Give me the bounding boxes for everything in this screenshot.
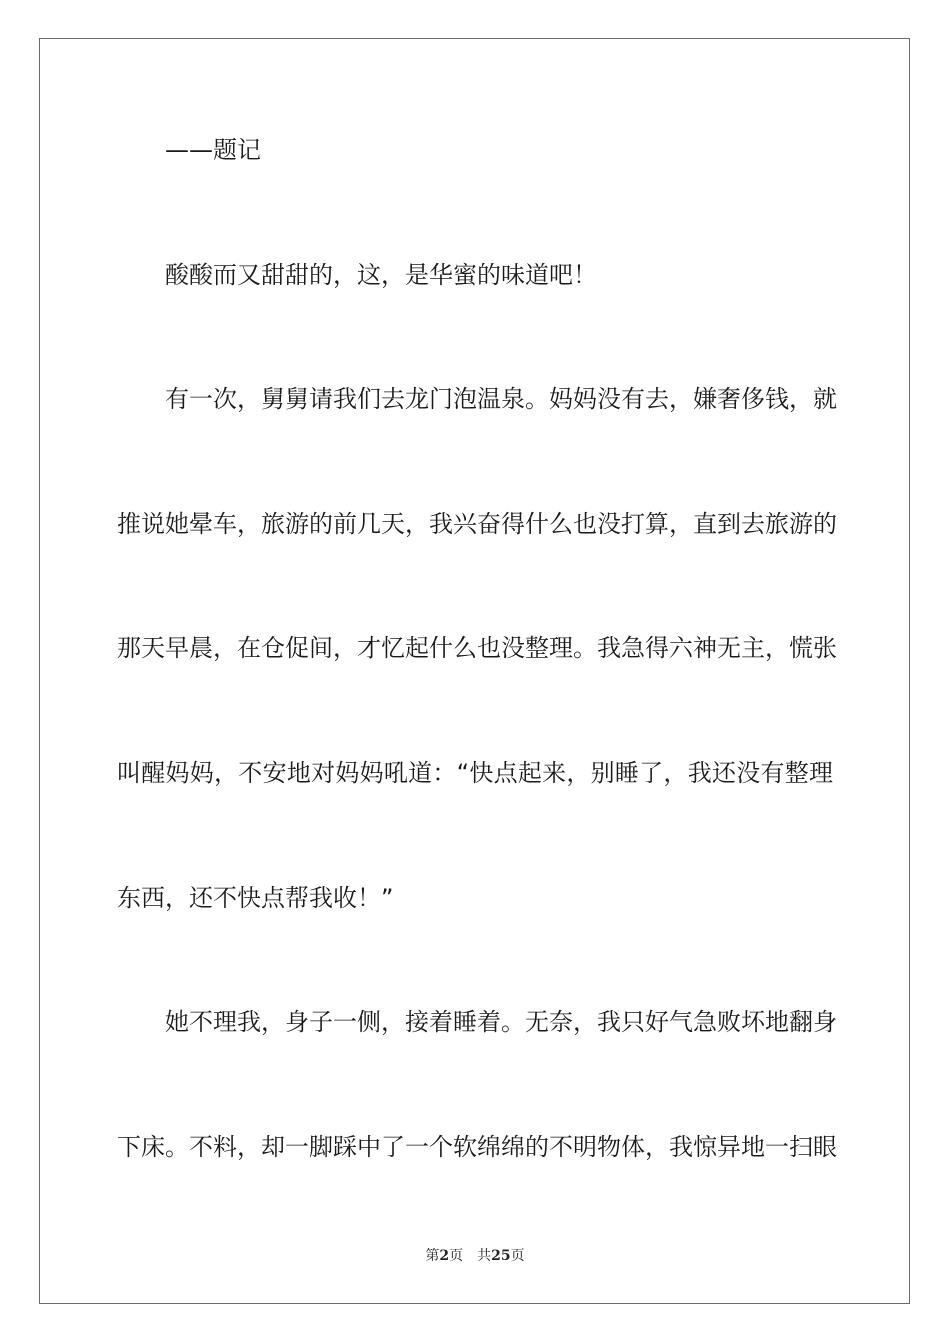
paragraph-line: 推说她晕车，旅游的前几天，我兴奋得什么也没打算，直到去旅游的 [117, 510, 837, 538]
total-prefix: 共 [477, 1248, 492, 1264]
page-prefix: 第 [425, 1248, 440, 1264]
paragraph-line: 叫醒妈妈，不安地对妈妈吼道：“快点起来，别睡了，我还没有整理 [117, 759, 833, 787]
page-footer [0, 1247, 950, 1265]
epigraph-attribution: ——题记 [165, 136, 261, 164]
total-suffix: 页 [510, 1248, 525, 1264]
paragraph-line: 酸酸而又甜甜的，这，是华蜜的味道吧！ [165, 261, 597, 289]
page-suffix: 页 [449, 1248, 464, 1264]
paragraph-line: 那天早晨，在仓促间，才忆起什么也没整理。我急得六神无主，慌张 [117, 634, 837, 662]
page-border [39, 38, 910, 1304]
page-number: 2 [439, 1248, 450, 1264]
paragraph-line: 有一次，舅舅请我们去龙门泡温泉。妈妈没有去，嫌奢侈钱，就 [165, 385, 837, 413]
paragraph-line: 她不理我，身子一侧，接着睡着。无奈，我只好气急败坏地翻身 [165, 1008, 837, 1036]
paragraph-line: 东西，还不快点帮我收！” [117, 884, 394, 912]
paragraph-line: 下床。不料，却一脚踩中了一个软绵绵的不明物体，我惊异地一扫眼 [117, 1133, 837, 1161]
total-pages: 25 [491, 1248, 511, 1264]
